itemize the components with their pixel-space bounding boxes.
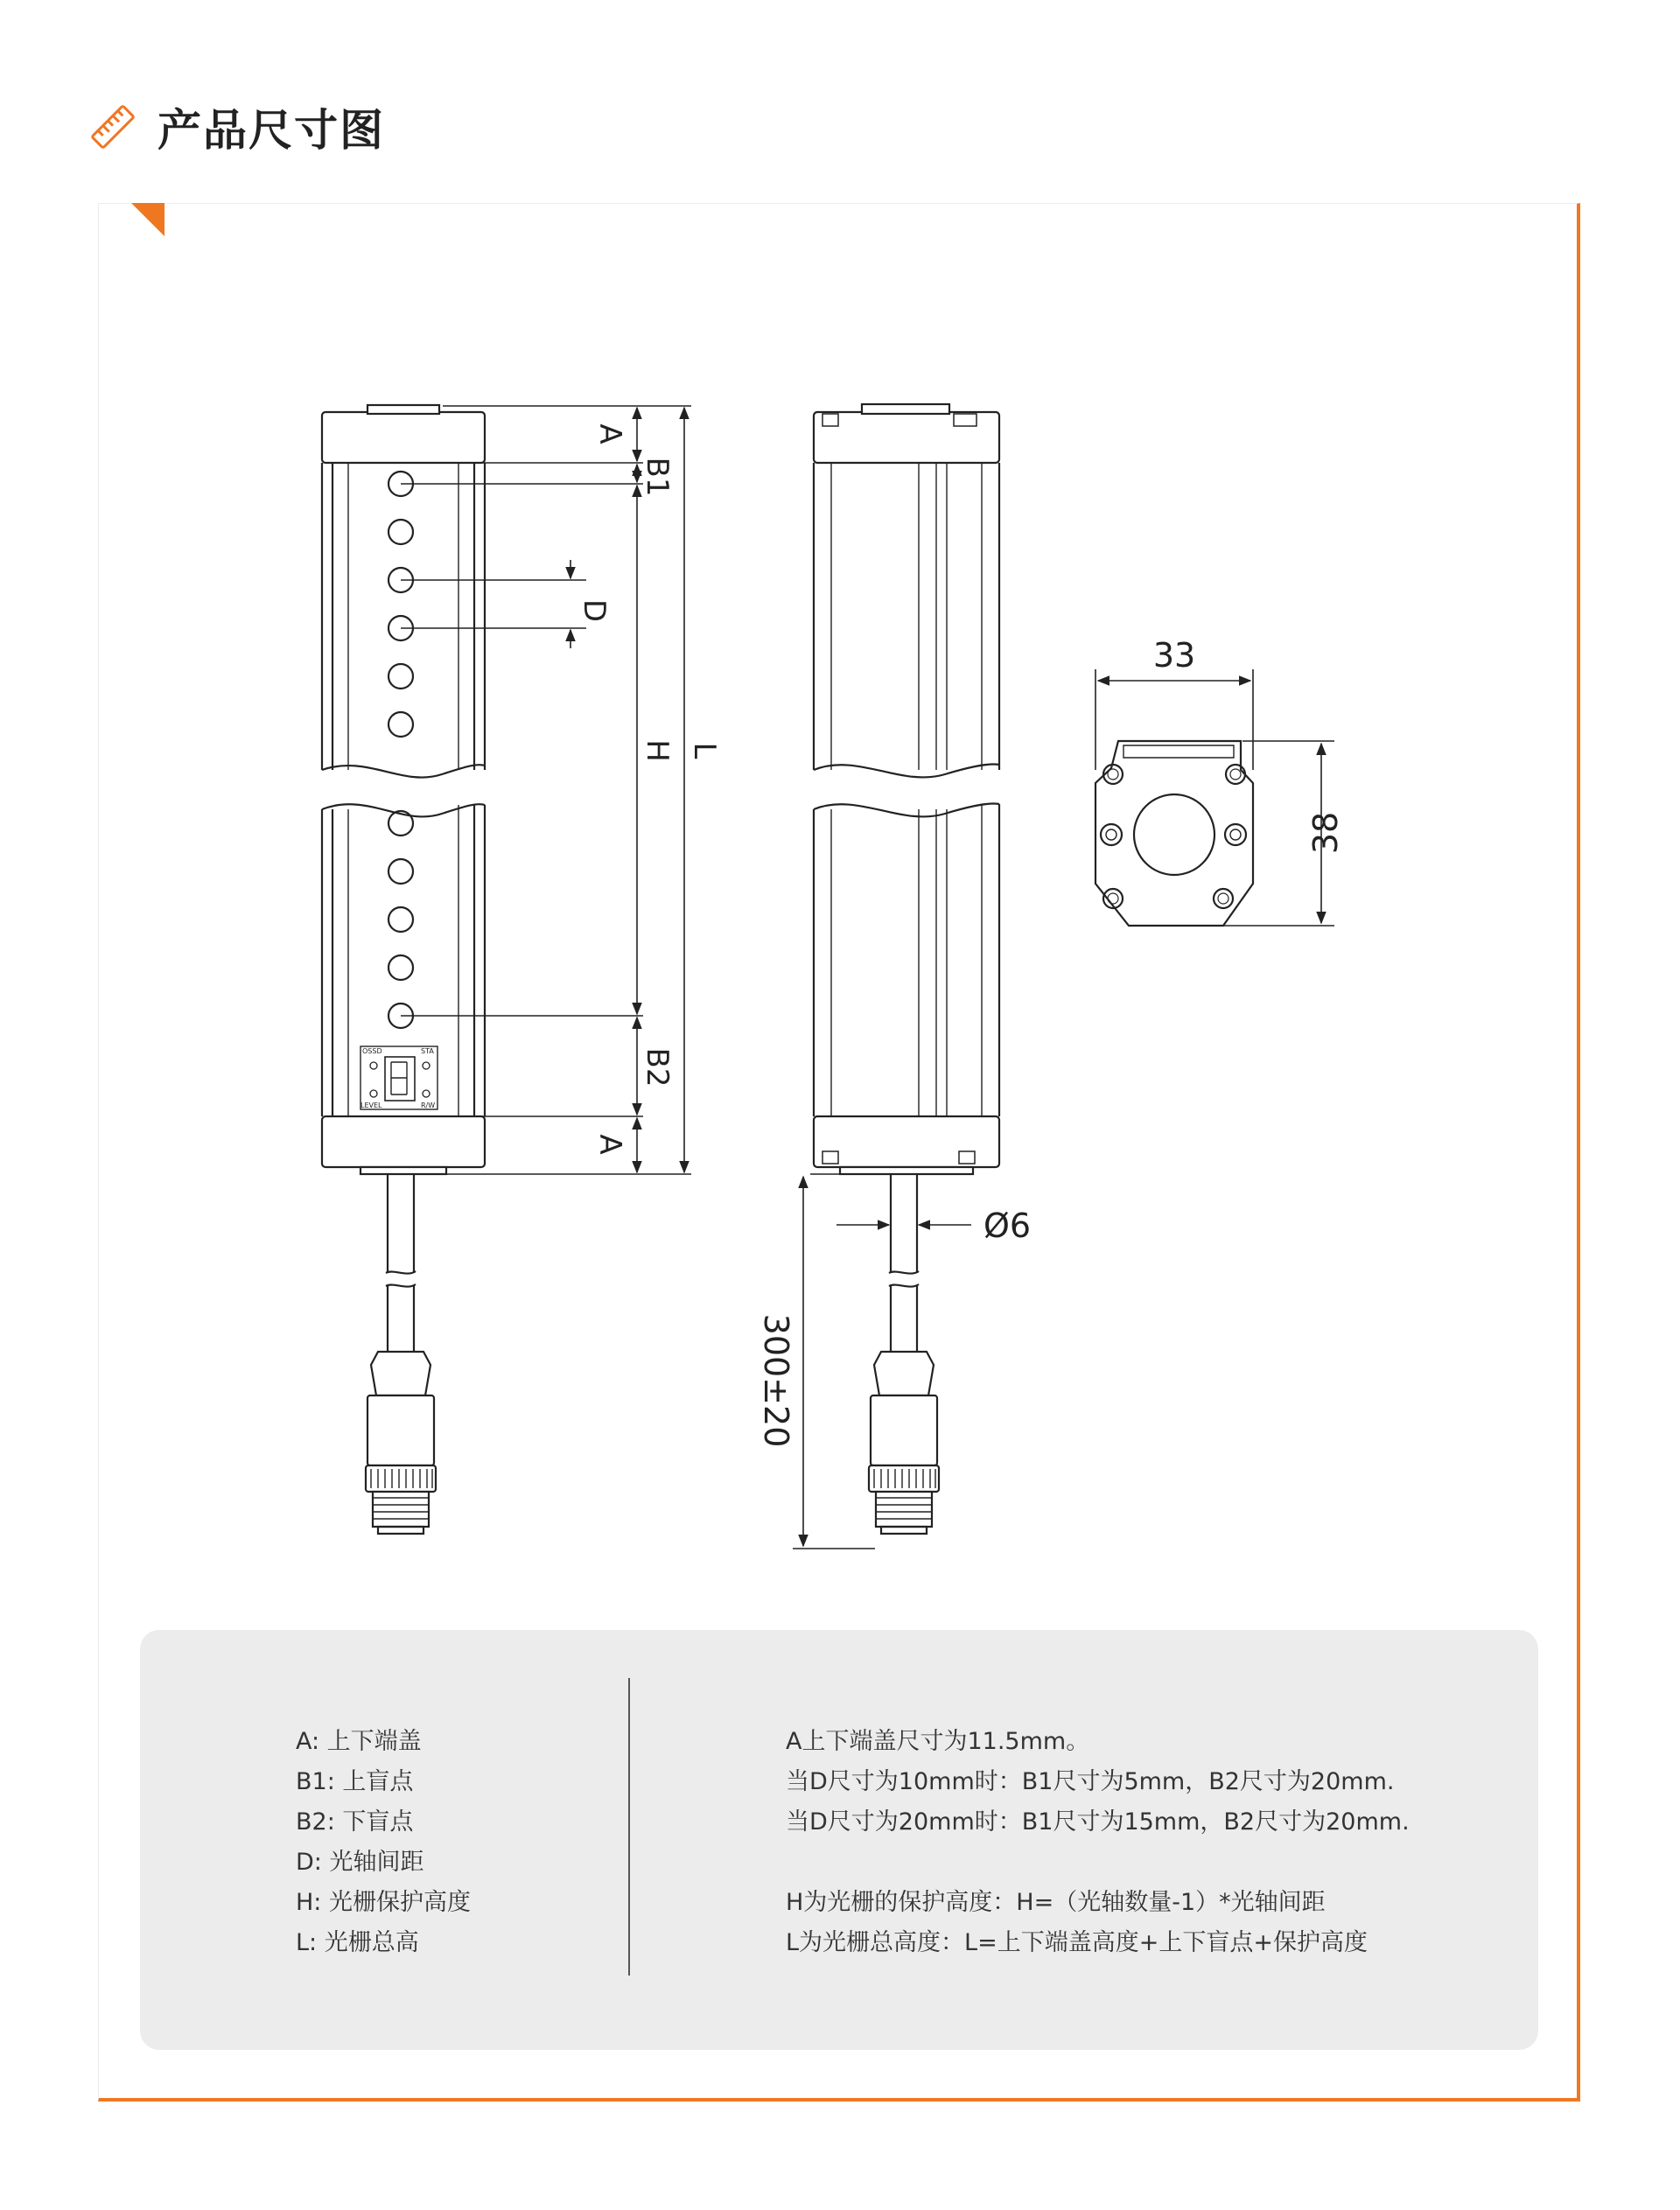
dim-label-h: H (640, 739, 675, 762)
legend-note: H为光栅的保护高度：H=（光轴数量-1）*光轴间距 (786, 1889, 1326, 1916)
end-view (1096, 741, 1253, 926)
legend-note: 当D尺寸为10mm时：B1尺寸为5mm，B2尺寸为20mm. (786, 1768, 1395, 1795)
dim-label-height: 38 (1306, 811, 1345, 855)
legend-note: L为光栅总高度：L=上下端盖高度+上下盲点+保护高度 (786, 1929, 1368, 1956)
legend-notes (786, 1722, 1410, 1963)
page-title: 产品尺寸图 (158, 105, 385, 156)
dim-label-b2: B2 (640, 1047, 675, 1088)
dim-label-width: 33 (1152, 636, 1196, 675)
label-sta: STA (421, 1047, 434, 1055)
legend-item: H: 光栅保护高度 (296, 1889, 471, 1916)
dim-label-cable-length: 300±20 (757, 1313, 795, 1448)
legend-note: 当D尺寸为20mm时：B1尺寸为15mm，B2尺寸为20mm. (786, 1808, 1410, 1836)
legend-item: B1: 上盲点 (296, 1768, 414, 1795)
label-ossd: OSSD (362, 1047, 382, 1055)
legend-item: L: 光栅总高 (296, 1929, 419, 1956)
dim-label-d: D (577, 598, 612, 623)
label-level: LEVEL (360, 1102, 382, 1109)
dim-label-l: L (687, 742, 722, 759)
dim-label-a-top: A (592, 423, 627, 444)
front-view (322, 405, 485, 1534)
legend-item: D: 光轴间距 (296, 1849, 424, 1876)
front-dimensions (326, 406, 691, 1174)
legend-divider (628, 1678, 630, 1976)
legend-definitions (296, 1722, 471, 1963)
side-view (814, 404, 999, 1534)
legend-item: A: 上下端盖 (296, 1728, 422, 1755)
dim-label-a-bottom: A (592, 1134, 627, 1155)
dim-label-cable-diameter: Ø6 (984, 1206, 1032, 1245)
legend-panel (140, 1630, 1538, 2050)
legend-note: A上下端盖尺寸为11.5mm。 (786, 1728, 1090, 1755)
front-dimension-labels (577, 423, 722, 1154)
label-rw: R/W (421, 1102, 436, 1109)
legend-item: B2: 下盲点 (296, 1808, 414, 1836)
dim-label-b1: B1 (640, 457, 675, 497)
